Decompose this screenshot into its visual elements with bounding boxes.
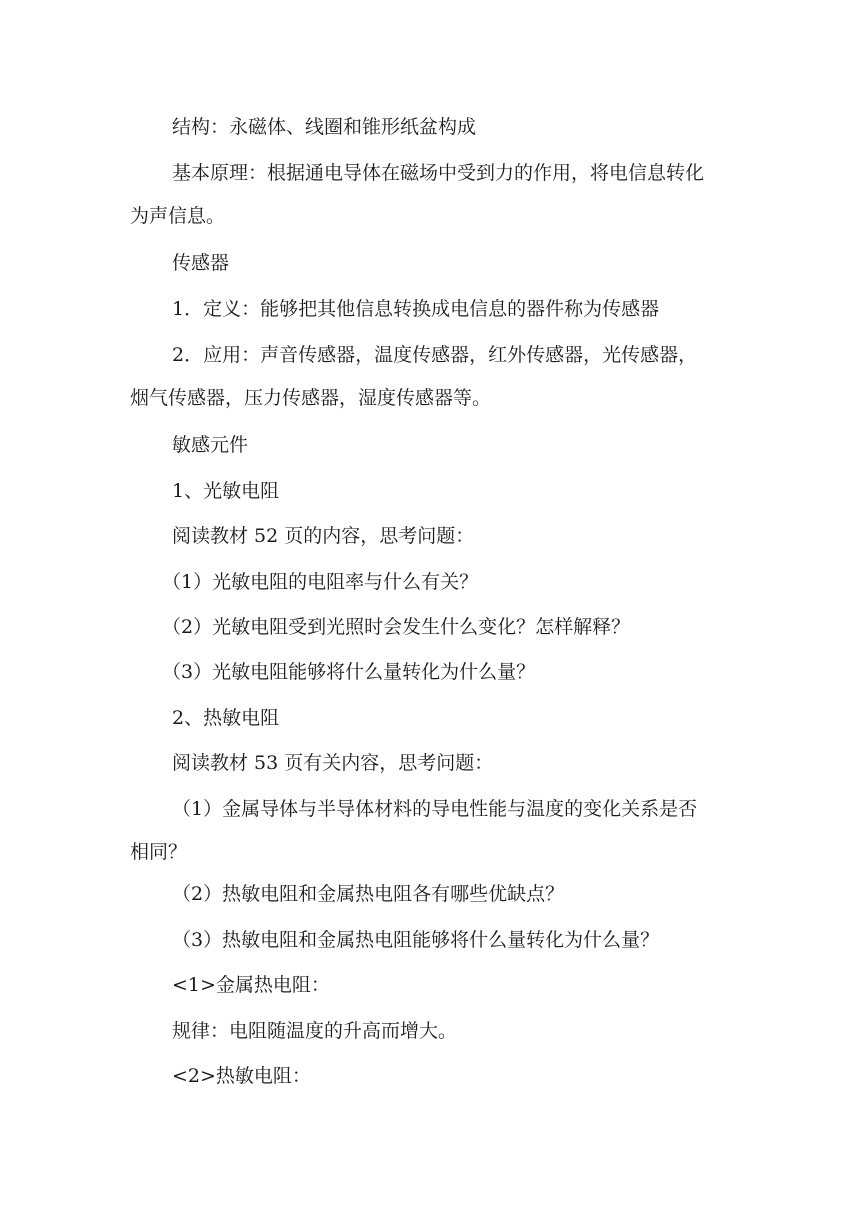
question-item: （3）光敏电阻能够将什么量转化为什么量？ xyxy=(162,661,536,683)
paragraph-line: 相同？ xyxy=(130,841,188,863)
question-item: （2）热敏电阻和金属热电阻各有哪些优缺点？ xyxy=(172,883,565,905)
subheading-metal-thermal-resistor: <1>金属热电阻： xyxy=(172,974,330,996)
paragraph-reading-53: 阅读教材 53 页有关内容，思考问题： xyxy=(172,752,494,774)
subheading-thermistor: <2>热敏电阻： xyxy=(172,1065,311,1087)
question-item: （1）光敏电阻的电阻率与什么有关？ xyxy=(162,571,479,593)
paragraph-reading-52: 阅读教材 52 页的内容，思考问题： xyxy=(172,525,475,547)
heading-thermistor: 2、热敏电阻 xyxy=(172,707,280,729)
question-item xyxy=(130,798,772,863)
question-item: （3）热敏电阻和金属热电阻能够将什么量转化为什么量？ xyxy=(172,929,660,951)
question-item: （2）光敏电阻受到光照时会发生什么变化？怎样解释？ xyxy=(162,616,631,638)
paragraph-line: 烟气传感器，压力传感器，湿度传感器等。 xyxy=(130,387,492,409)
paragraph-line: 基本原理：根据通电导体在磁场中受到力的作用，将电信息转化 xyxy=(172,162,705,184)
heading-sensitive-element: 敏感元件 xyxy=(172,434,249,456)
paragraph-structure: 结构：永磁体、线圈和锥形纸盆构成 xyxy=(172,116,477,138)
paragraph-line: （1）金属导体与半导体材料的导电性能与温度的变化关系是否 xyxy=(172,798,698,820)
paragraph-rule: 规律：电阻随温度的升高而增大。 xyxy=(172,1020,458,1042)
paragraph-basic-principle xyxy=(130,162,772,227)
paragraph-line: 为声信息。 xyxy=(130,205,226,227)
heading-photoresistor: 1、光敏电阻 xyxy=(172,480,280,502)
heading-sensor: 传感器 xyxy=(172,252,230,274)
paragraph-applications xyxy=(130,344,772,409)
paragraph-definition: 1．定义：能够把其他信息转换成电信息的器件称为传感器 xyxy=(172,298,660,320)
paragraph-line: 2．应用：声音传感器，温度传感器，红外传感器，光传感器， xyxy=(172,344,698,366)
